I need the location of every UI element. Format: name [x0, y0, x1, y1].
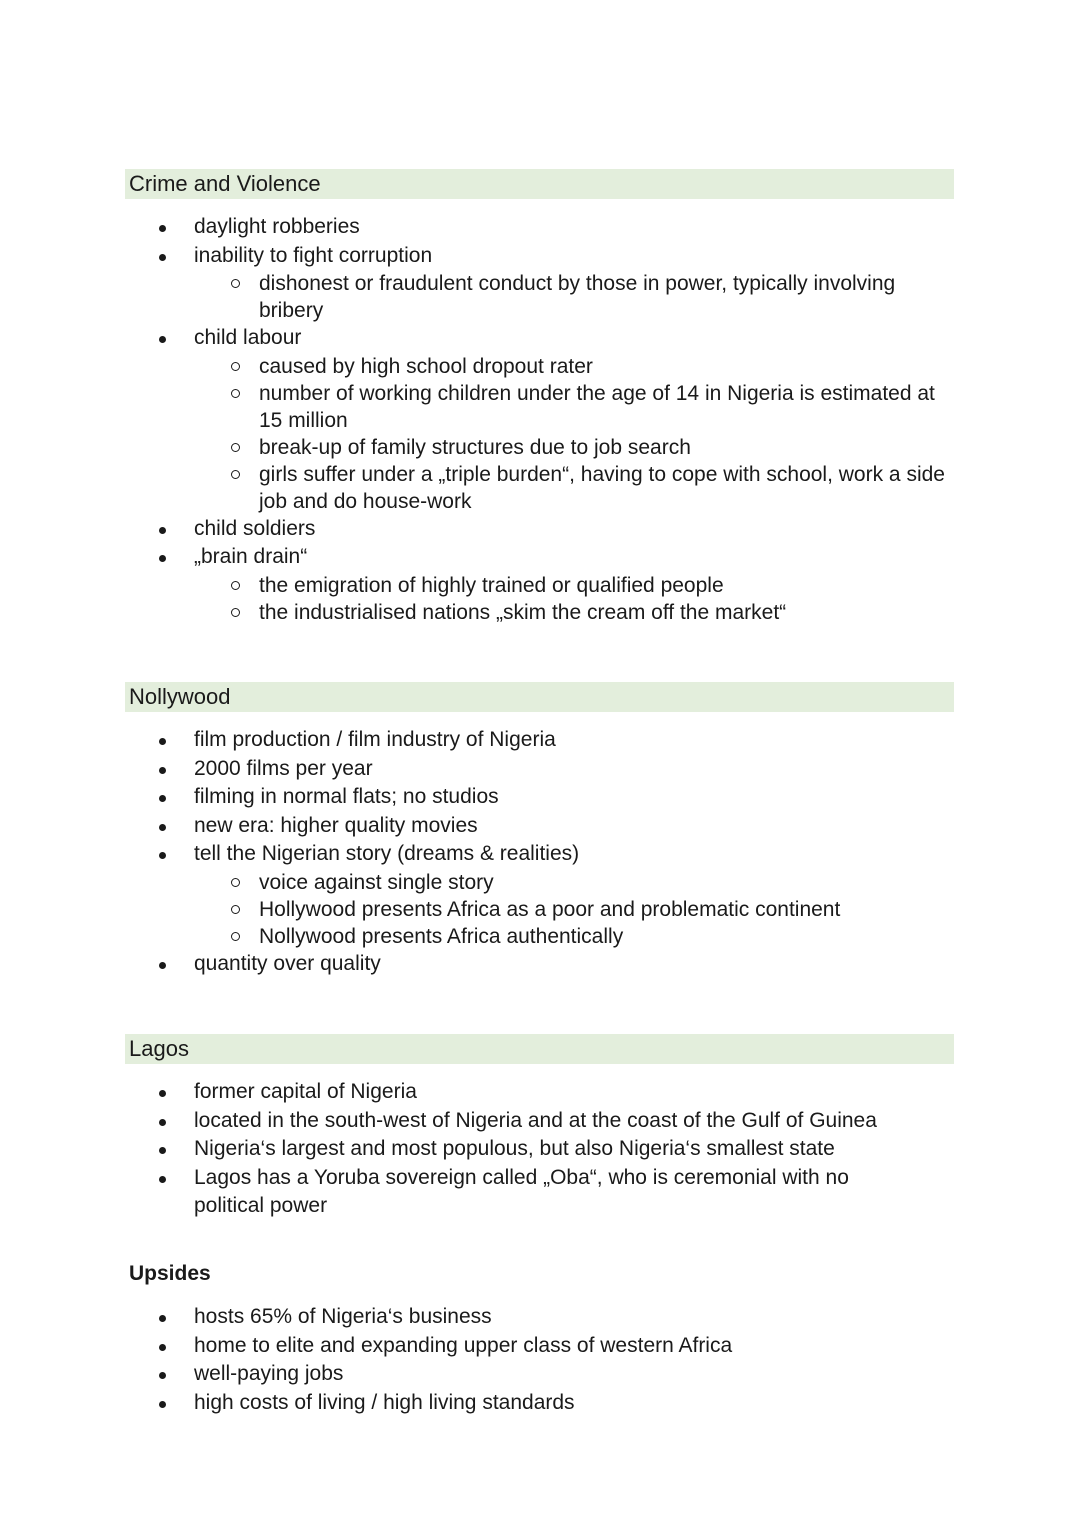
sub-list — [194, 572, 954, 626]
circle-bullet-icon — [231, 932, 240, 941]
circle-bullet-icon — [231, 389, 240, 398]
bullet-icon — [159, 1401, 166, 1408]
bullet-icon — [159, 852, 166, 859]
bullet-icon — [159, 767, 166, 774]
sub-list-item: voice against single story — [194, 869, 954, 896]
list-item: new era: higher quality movies — [125, 812, 954, 841]
bullet-icon — [159, 1147, 166, 1154]
sub-list-item: the industrialised nations „skim the cream off the market“ — [194, 599, 954, 626]
bullet-icon — [159, 1315, 166, 1322]
sub-list-item: Hollywood presents Africa as a poor and problematic continent — [194, 896, 954, 923]
bullet-icon — [159, 527, 166, 534]
section-heading: Upsides — [129, 1262, 211, 1285]
list-item: hosts 65% of Nigeria‘s business — [125, 1303, 954, 1332]
circle-bullet-icon — [231, 878, 240, 887]
list-item: former capital of Nigeria — [125, 1078, 954, 1107]
sub-list-item: dishonest or fraudulent conduct by those in power, typically involving bribery — [194, 270, 954, 324]
list-item: Nigeria‘s largest and most populous, but also Nigeria‘s smallest state — [125, 1135, 954, 1164]
list-item: high costs of living / high living standards — [125, 1389, 954, 1418]
bullet-icon — [159, 1176, 166, 1183]
bullet-list — [125, 1303, 954, 1417]
bullet-icon — [159, 254, 166, 261]
list-item: located in the south-west of Nigeria and at the coast of the Gulf of Guinea — [125, 1107, 954, 1136]
sub-list-item: caused by high school dropout rater — [194, 353, 954, 380]
bullet-icon — [159, 738, 166, 745]
bullet-icon — [159, 555, 166, 562]
bullet-icon — [159, 1119, 166, 1126]
list-item: tell the Nigerian story (dreams & realities) voice against single story Hollywood presents Africa as a poor and problematic continent Nollywood presents Africa authentically — [125, 840, 954, 950]
circle-bullet-icon — [231, 443, 240, 452]
sub-list — [194, 353, 954, 515]
circle-bullet-icon — [231, 608, 240, 617]
circle-bullet-icon — [231, 279, 240, 288]
section-lagos — [125, 1034, 954, 1221]
section-nollywood — [125, 682, 954, 978]
circle-bullet-icon — [231, 581, 240, 590]
sub-list — [194, 869, 954, 950]
bullet-icon — [159, 1344, 166, 1351]
sub-list-item: the emigration of highly trained or qualified people — [194, 572, 954, 599]
bullet-icon — [159, 1372, 166, 1379]
bullet-icon — [159, 1090, 166, 1097]
sub-list-item: Nollywood presents Africa authentically — [194, 923, 954, 950]
list-item: inability to fight corruption dishonest or fraudulent conduct by those in power, typically involving bribery — [125, 242, 954, 325]
list-item: child labour caused by high school dropout rater number of working children under the age of 14 in Nigeria is estimated at 15 million break-up of family structures due to job search girls suffer under a „triple burden“, having to cope with school, work a side job and do house-work — [125, 324, 954, 515]
circle-bullet-icon — [231, 470, 240, 479]
sub-list-item: number of working children under the age of 14 in Nigeria is estimated at 15 million — [194, 380, 954, 434]
list-item: home to elite and expanding upper class of western Africa — [125, 1332, 954, 1361]
sub-list-item: break-up of family structures due to job search — [194, 434, 954, 461]
sub-list-item: girls suffer under a „triple burden“, having to cope with school, work a side job and do house-work — [194, 461, 954, 515]
bullet-icon — [159, 336, 166, 343]
list-item: filming in normal flats; no studios — [125, 783, 954, 812]
section-crime-and-violence — [125, 169, 954, 626]
bullet-icon — [159, 824, 166, 831]
list-item: well-paying jobs — [125, 1360, 954, 1389]
bullet-list — [125, 1078, 954, 1221]
list-item: Lagos has a Yoruba sovereign called „Oba“, who is ceremonial with no political power — [125, 1164, 954, 1221]
section-heading: Nollywood — [125, 682, 954, 712]
list-item: 2000 films per year — [125, 755, 954, 784]
circle-bullet-icon — [231, 905, 240, 914]
section-heading: Crime and Violence — [125, 169, 954, 199]
list-item: film production / film industry of Nigeria — [125, 726, 954, 755]
section-heading: Lagos — [125, 1034, 954, 1064]
sub-list — [194, 270, 954, 324]
section-upsides — [125, 1259, 954, 1417]
bullet-icon — [159, 225, 166, 232]
bullet-icon — [159, 795, 166, 802]
list-item: „brain drain“ the emigration of highly trained or qualified people the industrialised nations „skim the cream off the market“ — [125, 543, 954, 626]
list-item: quantity over quality — [125, 950, 954, 979]
circle-bullet-icon — [231, 362, 240, 371]
bullet-list — [125, 726, 954, 978]
list-item: child soldiers — [125, 515, 954, 544]
bullet-list — [125, 213, 954, 626]
bullet-icon — [159, 962, 166, 969]
list-item: daylight robberies — [125, 213, 954, 242]
